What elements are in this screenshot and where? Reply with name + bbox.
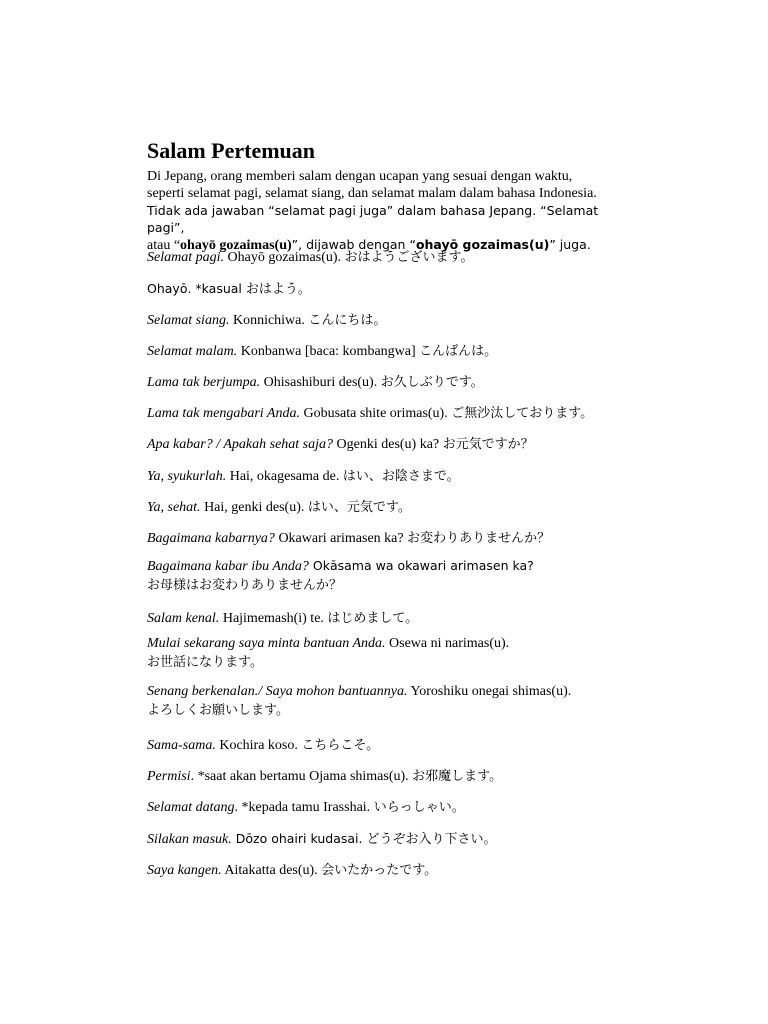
phrase-romaji: Okāsama wa okawari arimasen ka? — [308, 558, 534, 573]
phrase-indonesian: Lama tak berjumpa. — [147, 375, 261, 390]
phrase-indonesian: Sama-sama. — [147, 738, 216, 753]
phrase-indonesian: Ya, syukurlah. — [147, 469, 227, 484]
phrase-romaji: Ohayō. *kasual — [147, 281, 246, 296]
phrase-indonesian: Ya, sehat. — [147, 500, 201, 515]
phrase-indonesian: Apa kabar? / Apakah sehat saja? — [147, 437, 334, 452]
phrase-romaji: Okawari arimasen ka? — [274, 531, 408, 546]
phrase-item — [147, 609, 667, 628]
phrase-item — [147, 467, 667, 486]
phrase-romaji: Hai, genki des(u). — [200, 500, 308, 515]
phrase-japanese: お母様はお変わりありませんか？ — [147, 578, 343, 593]
phrase-item — [147, 736, 667, 755]
intro-term-2: ohayō gozaimas(u) — [415, 237, 550, 252]
intro-term-1: ohayō gozaimas(u) — [180, 238, 292, 253]
phrase-japanese: いらっしゃい。 — [373, 800, 465, 815]
phrase-romaji: Aitakatta des(u). — [221, 863, 322, 878]
phrase-item — [147, 829, 667, 849]
phrase-item — [147, 556, 667, 595]
phrase-item — [147, 435, 667, 454]
intro-line-1: Di Jepang, orang memberi salam dengan ucapan yang sesuai dengan waktu, — [147, 169, 573, 184]
phrase-item — [147, 248, 667, 267]
page-title: Salam Pertemuan — [147, 138, 316, 163]
phrase-japanese: おはようございます。 — [344, 250, 474, 265]
phrase-japanese: お邪魔します。 — [412, 769, 503, 784]
phrase-item — [147, 404, 667, 423]
phrase-japanese: よろしくお願いします。 — [147, 703, 289, 718]
phrase-indonesian: Senang berkenalan./ Saya mohon bantuannya. — [147, 684, 408, 699]
phrase-item — [147, 798, 667, 817]
phrase-item — [147, 311, 667, 330]
phrase-indonesian: Bagaimana kabarnya? — [147, 531, 275, 546]
phrase-romaji: Kochira koso. — [215, 738, 302, 753]
phrase-item — [147, 767, 667, 786]
phrase-indonesian: Permisi — [147, 769, 191, 784]
phrase-japanese: ご無沙汰しております。 — [451, 406, 594, 421]
phrase-item — [147, 529, 667, 548]
phrase-romaji: . *kepada tamu Irasshai. — [234, 800, 374, 815]
phrase-romaji: Dōzo ohairi kudasai. — [231, 831, 367, 846]
phrase-indonesian: Selamat siang. — [147, 313, 230, 328]
phrase-japanese: こんばんは。 — [419, 344, 498, 359]
phrase-item — [147, 498, 667, 517]
phrase-romaji: Ohayō gozaimas(u). — [224, 250, 345, 265]
phrase-japanese: こんにちは。 — [308, 313, 387, 328]
phrase-indonesian: Mulai sekarang saya minta bantuan Anda. — [147, 636, 386, 651]
phrase-japanese: どうぞお入り下さい。 — [366, 832, 497, 847]
phrase-japanese: こちらこそ。 — [301, 738, 380, 753]
phrase-indonesian: Selamat datang — [147, 800, 235, 815]
phrase-japanese: はい、元気です。 — [307, 500, 411, 515]
phrase-indonesian: Selamat malam. — [147, 344, 238, 359]
phrase-indonesian: Selamat pagi. — [147, 250, 224, 265]
phrase-romaji: Yoroshiku onegai shimas(u). — [407, 684, 572, 699]
phrase-japanese: お世話になります。 — [147, 655, 263, 670]
phrase-indonesian: Lama tak mengabari Anda. — [147, 406, 300, 421]
phrase-romaji: . *saat akan bertamu Ojama shimas(u). — [190, 769, 413, 784]
phrase-item — [147, 373, 667, 392]
phrase-romaji: Ohisashiburi des(u). — [260, 375, 381, 390]
intro-line-4-e: ” juga. — [549, 237, 591, 252]
phrase-japanese: おはよう。 — [245, 282, 311, 297]
phrase-japanese: お元気ですか？ — [442, 437, 534, 452]
phrase-indonesian: Saya kangen. — [147, 863, 222, 878]
phrase-japanese: はい、お陰さまで。 — [342, 469, 460, 484]
phrase-indonesian: Salam kenal. — [147, 611, 220, 626]
phrase-romaji: Osewa ni narimas(u). — [385, 636, 510, 651]
intro-line-4-c: ”, dijawab dengan “ — [291, 237, 416, 252]
phrase-romaji: Gobusata shite orimas(u). — [299, 406, 452, 421]
phrase-japanese: はじめまして。 — [327, 611, 419, 626]
phrase-indonesian: Bagaimana kabar ibu Anda? — [147, 559, 309, 574]
phrase-romaji: Hai, okagesama de. — [226, 469, 343, 484]
phrase-item — [147, 279, 667, 299]
phrase-item — [147, 634, 667, 672]
phrase-japanese: お久しぶりです。 — [380, 375, 484, 390]
phrase-item — [147, 682, 667, 720]
phrase-indonesian: Silakan masuk. — [147, 832, 232, 847]
phrase-romaji: Hajimemash(i) te. — [219, 611, 328, 626]
phrase-list — [147, 0, 667, 1024]
phrase-japanese: 会いたかったです。 — [321, 863, 438, 878]
intro-line-3: Tidak ada jawaban “selamat pagi juga” dalam bahasa Jepang. “Selamat pagi”, — [147, 203, 599, 235]
intro-line-4-a: atau “ — [147, 238, 181, 253]
intro-line-2: seperti selamat pagi, selamat siang, dan selamat malam dalam bahasa Indonesia. — [147, 186, 597, 201]
phrase-romaji: Konbanwa [baca: kombangwa] — [237, 344, 420, 359]
phrase-japanese: お変わりありませんか？ — [407, 531, 551, 546]
phrase-item — [147, 342, 667, 361]
phrase-romaji: Ogenki des(u) ka? — [333, 437, 443, 452]
phrase-romaji: Konnichiwa. — [229, 313, 309, 328]
phrase-item — [147, 861, 667, 880]
